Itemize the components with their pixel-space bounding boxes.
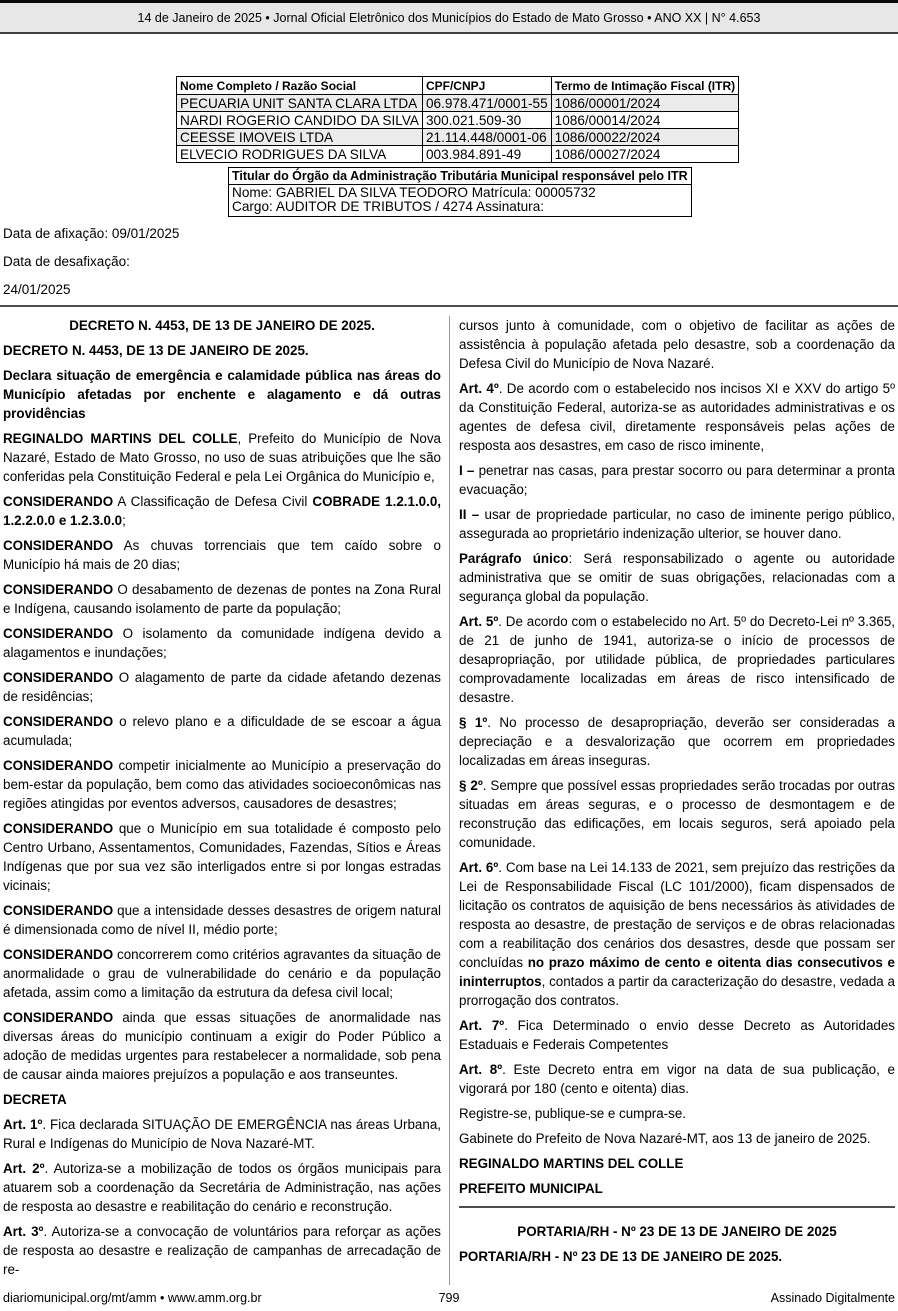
text: . Autoriza-se a convocação de voluntários para reforçar as ações de resposta ao desastre e realização de campanhas de arrecadação de re-	[3, 1224, 441, 1277]
tax-authority-header: Titular do Órgão da Administração Tributária Municipal responsável pelo ITR	[229, 168, 692, 185]
tax-authority-role: Cargo: AUDITOR DE TRIBUTOS / 4274 Assinatura:	[232, 199, 545, 214]
table-cell: 1086/00022/2024	[551, 129, 738, 146]
decree-paragraph	[459, 1222, 895, 1241]
text: ainda que essas situações de anormalidade nas diversas áreas do município continuam a exigir do Poder Público a adoção de medidas urgentes para restabelecer a normalidade, sob pena de causar ainda maiores prejuízos a população e aos transeuntes.	[3, 1010, 441, 1082]
decree-paragraph	[3, 429, 441, 486]
bold-text: no prazo máximo de cento e oitenta dias consecutivos e ininterruptos	[459, 955, 895, 989]
bold-text: Art. 8º	[459, 1062, 503, 1077]
decree-paragraph	[3, 316, 441, 335]
bold-text: DECRETA	[3, 1092, 67, 1107]
table-cell: ELVECIO RODRIGUES DA SILVA	[177, 146, 423, 163]
table-row	[177, 112, 739, 129]
text: , Prefeito do Município de Nova Nazaré, Estado de Mato Grosso, no uso de suas atribuições que lhe são conferidas pela Constituição Federal e pela Lei Orgânica do Município e,	[3, 431, 441, 484]
bold-text: Art. 5º	[459, 614, 499, 629]
table-cell: 300.021.509-30	[422, 112, 551, 129]
bold-text: Art. 4º	[459, 381, 499, 396]
deaffixation-label: Data de desafixação:	[3, 254, 130, 269]
decree-paragraph	[459, 1129, 895, 1148]
text: o relevo plano e a dificuldade de se escoar a água acumulada;	[3, 714, 441, 748]
decree-paragraph	[459, 776, 895, 852]
bold-text: Parágrafo único	[459, 551, 569, 566]
decree-right-column	[459, 316, 895, 1285]
text: . Este Decreto entra em vigor na data de sua publicação, e vigorará por 180 (cento e oitenta) dias.	[459, 1062, 895, 1096]
text: . Sempre que possível essas propriedades serão trocadas por outras situadas em áreas seguras, e o processo de desmontagem e de reconstrução das edificações, em locais seguros, será apoiado pela comunidade.	[459, 778, 895, 850]
bold-text: COBRADE 1.2.1.0.0, 1.2.2.0.0 e 1.2.3.0.0	[3, 494, 441, 528]
tax-authority-name: Nome: GABRIEL DA SILVA TEODORO Matrícula: 00005732	[232, 185, 596, 200]
section-divider	[459, 1206, 895, 1208]
fiscal-intimation-table-body	[177, 95, 739, 163]
decree-paragraph	[3, 901, 441, 939]
table-row	[177, 146, 739, 163]
decree-paragraph	[3, 624, 441, 662]
decree-paragraph	[3, 819, 441, 895]
bold-text: CONSIDERANDO	[3, 494, 114, 509]
text: As chuvas torrenciais que tem caído sobre o Município há mais de 20 dias;	[3, 538, 441, 572]
decree-paragraph	[3, 945, 441, 1002]
text: penetrar nas casas, para prestar socorro ou para determinar a pronta evacuação;	[459, 463, 895, 497]
decree-paragraph	[3, 580, 441, 618]
decree-paragraph	[459, 1016, 895, 1054]
text: O desabamento de dezenas de pontes na Zona Rural e Indígena, causando isolamento de parte da população;	[3, 582, 441, 616]
column-divider	[449, 316, 450, 1285]
decree-paragraph	[459, 461, 895, 499]
fiscal-intimation-table	[176, 76, 739, 163]
decree-paragraph	[459, 549, 895, 606]
text: competir inicialmente ao Município a preservação do bem-estar da população, bem como das atividades socioeconômicas nas regiões atingidas por eventos adversos, causadores de desastres;	[3, 758, 441, 811]
bold-text: DECRETO N. 4453, DE 13 DE JANEIRO DE 2025.	[3, 343, 309, 358]
text: que a intensidade desses desastres de origem natural é dimensionada como de nível II, médio porte;	[3, 903, 441, 937]
decree-paragraph	[459, 858, 895, 1010]
bold-text: CONSIDERANDO	[3, 821, 114, 836]
text: : Será responsabilizado o agente ou autoridade administrativa que se omitir de suas obrigações, relacionadas com a segurança global da população.	[459, 551, 895, 604]
bold-text: DECRETO N. 4453, DE 13 DE JANEIRO DE 2025.	[69, 318, 375, 333]
fiscal-intimation-table-header	[177, 77, 739, 95]
text: ;	[122, 513, 126, 528]
footer-signature-note: Assinado Digitalmente	[770, 1291, 895, 1305]
decree-paragraph	[3, 492, 441, 530]
table-cell: PECUARIA UNIT SANTA CLARA LTDA	[177, 95, 423, 112]
bold-text: CONSIDERANDO	[3, 1010, 114, 1025]
bold-text: § 1º	[459, 715, 488, 730]
column-header: Nome Completo / Razão Social	[177, 77, 423, 95]
table-cell: 1086/00027/2024	[551, 146, 738, 163]
bold-text: Art. 3º	[3, 1224, 44, 1239]
decree-paragraph	[459, 1179, 895, 1198]
text: O alagamento de parte da cidade afetando dezenas de residências;	[3, 670, 441, 704]
table-row	[177, 95, 739, 112]
decree-paragraph	[3, 756, 441, 813]
table-cell: 1086/00001/2024	[551, 95, 738, 112]
decree-paragraph	[3, 668, 441, 706]
bold-text: PORTARIA/RH - Nº 23 DE 13 DE JANEIRO DE 2025	[517, 1224, 837, 1239]
decree-paragraph	[3, 366, 441, 423]
text: . Fica declarada SITUAÇÃO DE EMERGÊNCIA nas áreas Urbana, Rural e Indígenas do Município de Nova Nazaré-MT.	[3, 1117, 441, 1151]
bold-text: PORTARIA/RH - Nº 23 DE 13 DE JANEIRO DE 2025.	[459, 1249, 783, 1264]
table-cell: 06.978.471/0001-55	[422, 95, 551, 112]
bold-text: II –	[459, 507, 480, 522]
column-header: CPF/CNPJ	[422, 77, 551, 95]
deaffixation-date: 24/01/2025	[3, 282, 71, 297]
text: . Autoriza-se a mobilização de todos os órgãos municipais para atuarem sob a coordenação da Secretária de Administração, nas ações de resposta ao desastre e reabilitação do cenário e reconstrução.	[3, 1161, 442, 1214]
decree-paragraph	[3, 1159, 441, 1216]
text: A Classificação de Defesa Civil	[113, 494, 313, 509]
decree-paragraph	[459, 713, 895, 770]
bold-text: Art. 1º	[3, 1117, 43, 1132]
bold-text: CONSIDERANDO	[3, 538, 114, 553]
decree-paragraph	[459, 1247, 895, 1266]
bold-text: Art. 7º	[459, 1018, 505, 1033]
text: Gabinete do Prefeito de Nova Nazaré-MT, aos 13 de janeiro de 2025.	[459, 1131, 871, 1146]
decree-paragraph	[3, 712, 441, 750]
decree-paragraph	[3, 1115, 441, 1153]
table-cell: 1086/00014/2024	[551, 112, 738, 129]
text: . De acordo com o estabelecido no Art. 5º do Decreto-Lei nº 3.365, de 21 de junho de 1941, autoriza-se o início de processos de desapropriação, por utilidade pública, de propriedades particulares comprovadamente localizadas em áreas de risco intensificado de desastre.	[459, 614, 895, 705]
table-row	[229, 168, 692, 185]
gazette-masthead	[0, 0, 898, 34]
content-divider	[0, 305, 898, 307]
decree-paragraph	[3, 1008, 441, 1084]
bold-text: PREFEITO MUNICIPAL	[459, 1181, 603, 1196]
decree-paragraph	[3, 1090, 441, 1109]
bold-text: CONSIDERANDO	[3, 582, 114, 597]
text: usar de propriedade particular, no caso de iminente perigo público, assegurada ao proprietário indenização ulterior, se houver dano.	[459, 507, 895, 541]
decree-paragraph	[3, 536, 441, 574]
bold-text: CONSIDERANDO	[3, 626, 114, 641]
table-cell: 003.984.891-49	[422, 146, 551, 163]
text: Registre-se, publique-se e cumpra-se.	[459, 1106, 687, 1121]
bold-text: CONSIDERANDO	[3, 714, 114, 729]
bold-text: REGINALDO MARTINS DEL COLLE	[3, 431, 238, 446]
decree-paragraph	[459, 505, 895, 543]
decree-paragraph	[459, 316, 895, 373]
posting-dates	[3, 227, 179, 311]
text: concorrerem como critérios agravantes da situação de anormalidade o grau de vulnerabilidade do cenário e da população afetada, assim como a limitação da estrutura da defesa civil local;	[3, 947, 441, 1000]
table-cell: 21.114.448/0001-06	[422, 129, 551, 146]
table-cell: NARDI ROGERIO CANDIDO DA SILVA	[177, 112, 423, 129]
table-row	[177, 129, 739, 146]
table-row	[229, 185, 692, 217]
bold-text: CONSIDERANDO	[3, 903, 114, 918]
masthead-text: 14 de Janeiro de 2025 • Jornal Oficial Eletrônico dos Municípios do Estado de Mato Grosso • ANO XX | N° 4.653	[137, 10, 761, 25]
page-number: 799	[438, 1291, 460, 1305]
tax-authority-details	[229, 185, 692, 217]
table-cell: CEESSE IMOVEIS LTDA	[177, 129, 423, 146]
decree-paragraph	[459, 379, 895, 455]
bold-text: § 2º	[459, 778, 483, 793]
tax-authority-table	[228, 167, 692, 217]
bold-text: Declara situação de emergência e calamidade pública nas áreas do Município afetadas por enchente e alagamento e dá outras providências	[3, 368, 441, 421]
decree-left-column	[3, 316, 441, 1285]
decree-paragraph	[459, 1104, 895, 1123]
text: cursos junto à comunidade, com o objetivo de facilitar as ações de assistência à população afetada pelo desastre, sob a coordenação da Defesa Civil do Município de Nova Nazaré.	[459, 318, 895, 371]
bold-text: CONSIDERANDO	[3, 670, 114, 685]
decree-paragraph	[459, 612, 895, 707]
table-row	[177, 77, 739, 95]
bold-text: Art. 6º	[459, 860, 499, 875]
bold-text: Art. 2º	[3, 1161, 45, 1176]
decree-paragraph	[3, 1222, 441, 1279]
decree-paragraph	[459, 1154, 895, 1173]
decree-paragraph	[3, 341, 441, 360]
text: . No processo de desapropriação, deverão ser consideradas a depreciação e a desvalorização que ocorrem em propriedades localizadas em áreas inseguras.	[459, 715, 895, 768]
text: que o Município em sua totalidade é composto pelo Centro Urbano, Assentamentos, Comunidades, Fazendas, Sítios e Áreas Indígenas que por sua vez são interligados entre si por longas estradas vicinais;	[3, 821, 441, 893]
page-footer	[3, 1290, 895, 1305]
bold-text: REGINALDO MARTINS DEL COLLE	[459, 1156, 684, 1171]
text: . Fica Determinado o envio desse Decreto as Autoridades Estaduais e Federais Competentes	[459, 1018, 896, 1052]
text: . De acordo com o estabelecido nos incisos XI e XXV do artigo 5º da Constituição Federal, autoriza-se as autoridades administrativas e os agentes de defesa civil, diretamente responsáveis pelas ações de resposta aos desastres, em caso de risco iminente,	[459, 381, 895, 453]
text: O isolamento da comunidade indígena devido a alagamentos e inundações;	[3, 626, 441, 660]
bold-text: CONSIDERANDO	[3, 758, 114, 773]
text: , contados a partir da caracterização do desastre, vedada a prorrogação dos contratos.	[459, 974, 895, 1008]
decree-paragraph	[459, 1060, 895, 1098]
column-header: Termo de Intimação Fiscal (ITR)	[551, 77, 738, 95]
text: . Com base na Lei 14.133 de 2021, sem prejuízo das restrições da Lei de Responsabilidade Fiscal (LC 101/2000), ficam dispensados de licitação os contratos de aquisição de bens necessários às atividades de resposta ao desastre, de prestação de serviços e de obras relacionadas com a reabilitação dos cenários dos desastres, desde que possam ser concluídas	[459, 860, 895, 970]
footer-url: diariomunicipal.org/mt/amm • www.amm.org.br	[3, 1291, 262, 1305]
affixation-date: Data de afixação: 09/01/2025	[3, 226, 180, 241]
bold-text: CONSIDERANDO	[3, 947, 114, 962]
decree-body	[3, 316, 895, 1285]
bold-text: I –	[459, 463, 475, 478]
